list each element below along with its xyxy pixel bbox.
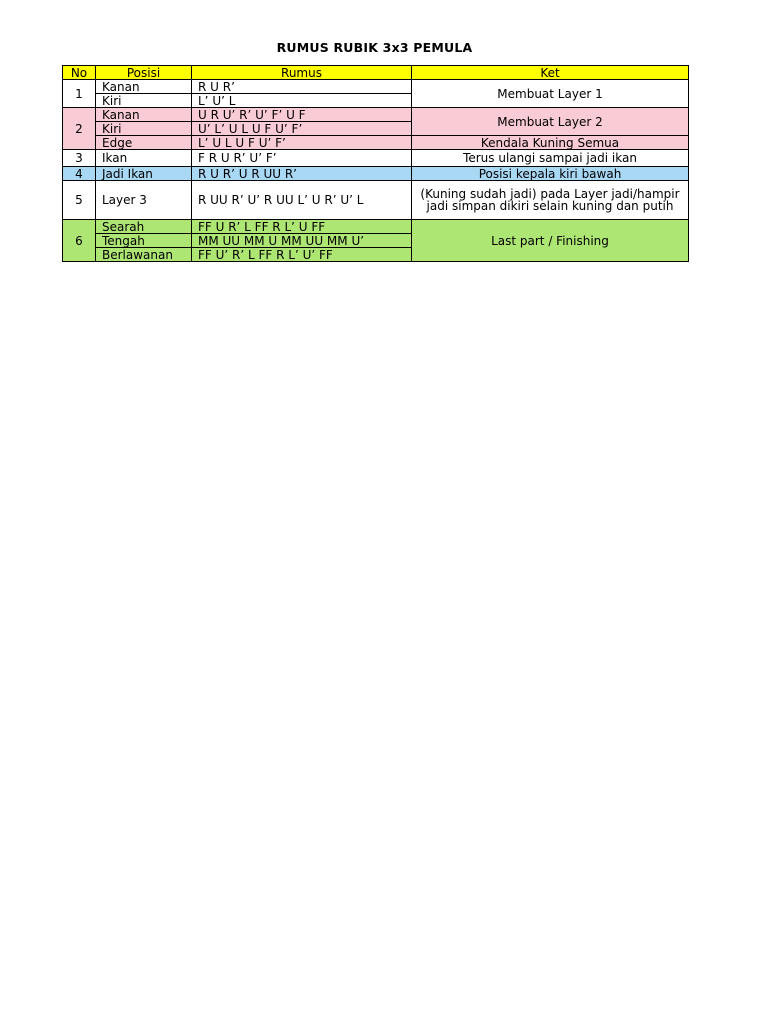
ket-cell: Terus ulangi sampai jadi ikan (412, 150, 689, 167)
table-row (63, 181, 689, 220)
ket-cell: Membuat Layer 2 (412, 108, 689, 136)
table-row (63, 136, 689, 150)
rumus-cell: U’ L’ U L U F U’ F’ (192, 122, 412, 136)
header-ket: Ket (412, 66, 689, 80)
posisi-cell: Kanan (96, 108, 192, 122)
posisi-cell: Tengah (96, 234, 192, 248)
table-row (63, 108, 689, 122)
rumus-cell: R UU R’ U’ R UU L’ U R’ U’ L (192, 181, 412, 220)
rumus-cell: U R U’ R’ U’ F’ U F (192, 108, 412, 122)
posisi-cell: Jadi Ikan (96, 167, 192, 181)
posisi-cell: Searah (96, 220, 192, 234)
row-number: 2 (63, 108, 96, 150)
header-no: No (63, 66, 96, 80)
rumus-cell: L’ U L U F U’ F’ (192, 136, 412, 150)
ket-cell: Posisi kepala kiri bawah (412, 167, 689, 181)
row-number: 4 (63, 167, 96, 181)
rumus-cell: FF U R’ L FF R L’ U FF (192, 220, 412, 234)
formula-table (62, 65, 689, 262)
table-row (63, 220, 689, 234)
table-header-row (63, 66, 689, 80)
ket-cell: Membuat Layer 1 (412, 80, 689, 108)
ket-cell: Last part / Finishing (412, 220, 689, 262)
header-rumus: Rumus (192, 66, 412, 80)
rumus-cell: MM UU MM U MM UU MM U’ (192, 234, 412, 248)
posisi-cell: Kanan (96, 80, 192, 94)
posisi-cell: Edge (96, 136, 192, 150)
rumus-cell: L’ U’ L (192, 94, 412, 108)
rumus-cell: R U R’ (192, 80, 412, 94)
ket-cell: Kendala Kuning Semua (412, 136, 689, 150)
table-row (63, 167, 689, 181)
row-number: 3 (63, 150, 96, 167)
header-posisi: Posisi (96, 66, 192, 80)
rumus-cell: FF U’ R’ L FF R L’ U’ FF (192, 248, 412, 262)
ket-cell: (Kuning sudah jadi) pada Layer jadi/hampir jadi simpan dikiri selain kuning dan putih (412, 181, 689, 220)
posisi-cell: Layer 3 (96, 181, 192, 220)
posisi-cell: Berlawanan (96, 248, 192, 262)
rumus-cell: F R U R’ U’ F’ (192, 150, 412, 167)
rumus-cell: R U R’ U R UU R’ (192, 167, 412, 181)
table-row (63, 80, 689, 94)
posisi-cell: Ikan (96, 150, 192, 167)
posisi-cell: Kiri (96, 122, 192, 136)
row-number: 1 (63, 80, 96, 108)
row-number: 5 (63, 181, 96, 220)
table-row (63, 150, 689, 167)
row-number: 6 (63, 220, 96, 262)
posisi-cell: Kiri (96, 94, 192, 108)
document-title: RUMUS RUBIK 3x3 PEMULA (276, 40, 473, 55)
